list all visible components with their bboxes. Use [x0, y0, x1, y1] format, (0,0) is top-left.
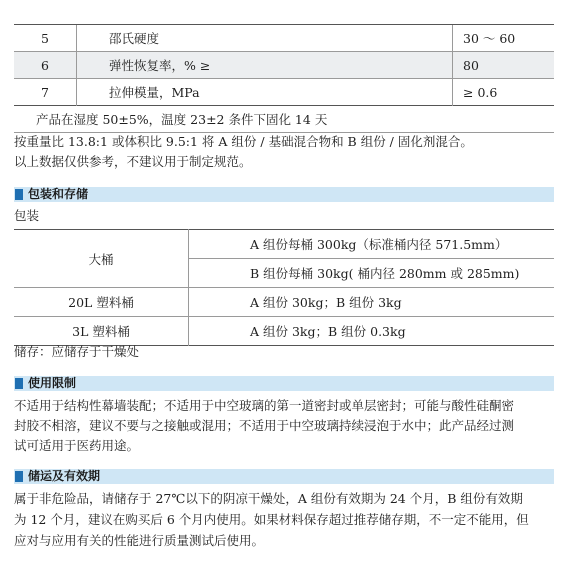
limitations-line: 封胶不相溶，建议不要与之接触或混用；不适用于中空玻璃持续浸泡于水中；此产品经过测: [14, 418, 515, 433]
section-header-packaging: [14, 187, 554, 202]
row-number: 5: [14, 25, 77, 52]
section-title: 储运及有效期: [28, 469, 101, 483]
table-row: [14, 52, 554, 79]
section-header-shelf-life: [14, 469, 554, 484]
section-title: 包装和存储: [28, 187, 89, 201]
row-number: 6: [14, 52, 77, 79]
property-value: 30 ～ 60: [463, 31, 516, 46]
container-content: B 组份每桶 30kg( 桶内径 280mm 或 285mm): [250, 266, 520, 281]
packaging-label: 包装: [14, 208, 40, 223]
property-name: 邵氏硬度: [77, 25, 453, 52]
table-row: [14, 25, 554, 52]
property-value: 80: [453, 52, 555, 79]
limitations-line: 试可适用于医药用途。: [14, 438, 140, 453]
table-row: [14, 79, 554, 106]
limitations-line: 不适用于结构性幕墙装配；不适用于中空玻璃的第一道密封或单层密封；可能与酸性硅酮密: [14, 398, 515, 413]
container-type: 3L 塑料桶: [14, 317, 189, 346]
reference-note: 以上数据仅供参考，不建议用于制定规范。: [14, 154, 252, 169]
table-row: [14, 288, 554, 317]
cure-condition: 产品在湿度 50±5%，温度 23±2 条件下固化 14 天: [36, 112, 328, 127]
cure-condition-row: [14, 106, 554, 133]
section-marker-icon: [15, 378, 23, 389]
shelf-life-line: 应对与应用有关的性能进行质量测试后使用。: [14, 533, 265, 548]
container-type: 大桶: [14, 230, 189, 288]
container-content: A 组份 30kg；B 组份 3kg: [250, 295, 402, 310]
container-type: 20L 塑料桶: [14, 288, 189, 317]
shelf-life-line: 为 12 个月，建议在购买后 6 个月内使用。如果材料保存超过推荐储存期，不一定不能用，但: [14, 512, 529, 527]
property-value: ≥ 0.6: [463, 84, 498, 100]
table-row: [14, 230, 554, 259]
container-content: A 组份每桶 300kg（标准桶内径 571.5mm）: [250, 237, 508, 252]
section-title: 使用限制: [28, 376, 77, 390]
row-number: 7: [14, 79, 77, 106]
storage-note: 储存：应储存于干燥处: [14, 344, 140, 359]
properties-table: [14, 25, 554, 133]
property-name: 弹性恢复率，% ≥: [77, 52, 453, 79]
property-name: 拉伸模量，MPa: [77, 79, 453, 106]
section-header-limitations: [14, 376, 554, 391]
packaging-table: [14, 229, 554, 346]
section-marker-icon: [15, 189, 23, 200]
shelf-life-line: 属于非危险品，请储存于 27℃以下的阴凉干燥处，A 组份有效期为 24 个月，B 组份有效期: [14, 491, 523, 506]
section-marker-icon: [15, 471, 23, 482]
container-content: A 组份 3kg；B 组份 0.3kg: [250, 324, 406, 339]
mixing-ratio-note: 按重量比 13.8:1 或体积比 9.5:1 将 A 组份 / 基础混合物和 B 组份 / 固化剂混合。: [14, 134, 473, 149]
